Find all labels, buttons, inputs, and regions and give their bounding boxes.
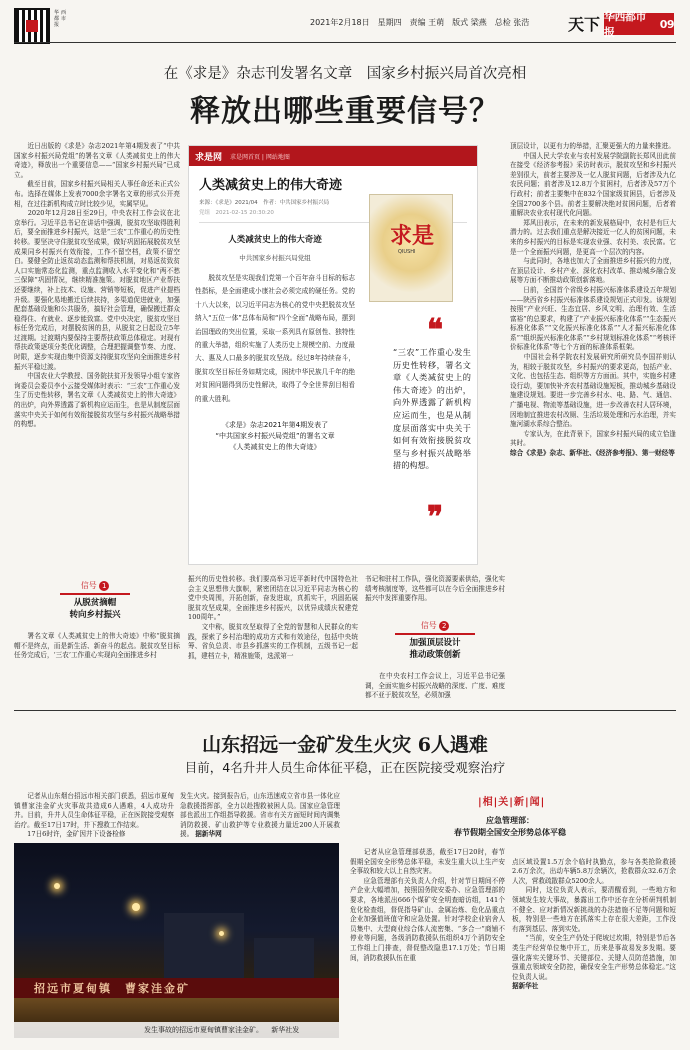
paragraph: 郑风田表示，在未来的新发展格局中，农村是有巨大潜力的。过去我们重点是解决接近一亿人的贫困问题，未来的乡村振兴的目标是实现农业强、农村美、农民富。它是一个全面振兴问题，是更高一个层次的内容。 <box>510 218 676 256</box>
paragraph: 专家认为，在此背景下，国家乡村振兴局的成立恰逢其时。 <box>510 429 676 448</box>
signal-divider <box>395 633 475 635</box>
paragraph: 振兴的历史性转移。我们要高举习近平新时代中国特色社会主义思想伟大旗帜，紧密团结在以习近平同志为核心的党中央周围，开拓创新，奋发进取，真抓实干，巩固拓展脱贫攻坚成果，全面推进乡村振兴，以优异成绩庆祝建党100周年。” 文中称，脱贫攻坚取得了全党的智慧和人民群众的实践，探索了乡村治理的成功方式和有效途径，包括中央统筹、省负总责、市县乡抓落实的工作机制，五级书记一起抓，建档立卡，精准施策，选派第一 <box>188 575 358 660</box>
paragraph: 近日出版的《求是》杂志2021年第4期发表了“中共国家乡村振兴局党组”的署名文章《人类减贫史上的伟大奇迹》，释放出一个重要信息——“国家乡村振兴局”已成立。 <box>14 142 180 179</box>
panel-caption: 《求是》杂志2021年第4期发表了 “中共国家乡村振兴局党组”的署名文章 《人类减贫史上的伟大奇迹》 <box>215 421 335 452</box>
site-tabs[interactable]: 求是网首页 | 网站地图 <box>230 153 290 161</box>
signal-divider <box>60 593 130 595</box>
paragraph: 顶层设计，以更有力的举措，汇聚更强大的力量来推进。 <box>510 142 675 150</box>
signal-1-label <box>40 580 150 591</box>
qr-code[interactable] <box>14 8 50 44</box>
signal-1-number: 1 <box>99 581 109 591</box>
related-title-block <box>350 815 670 839</box>
article2-source: 据新华网 <box>195 830 222 839</box>
signal-label-text: 信号 <box>420 621 437 630</box>
logo-text: 华西都市报 <box>604 10 646 39</box>
open-quote-icon: ❝ <box>427 313 444 348</box>
panel-meta: 来源：《求是》2021/04 作者：中共国家乡村振兴局 <box>199 200 330 206</box>
article2-column-2 <box>180 792 340 840</box>
site-name: 求是网 <box>195 152 223 163</box>
related-news-label: |相|关|新|闻| <box>478 797 546 808</box>
magazine-en: QIUSHI <box>398 249 416 255</box>
paragraph: 记者从应急管理部获悉，截至17日20时，春节假期全国安全形势总体平稳，未发生重大以上生产安全事故和较大以上自然灾害。 应急管理部有关负责人介绍，针对节日期间不停产企业大幅增加，按照国务院安委办、应急管理部的要求，各地派出666个煤矿安全明查暗访组，141个危化检查组，督促指导矿山、金属冶炼、危化品重点企业加强值班值守和应急处置。针对学校企业宿舍人员集中、大型商业综合体人流密集、“多合一”商铺不停业等问题，各级消防救援队伍组织4万个消防安全工作组上门排查，督促整改隐患17.1万处；节日期间，消防救援队伍在重 <box>350 848 505 962</box>
photo-caption-text: 发生事故的招远市夏甸镇曹家洼金矿。 <box>144 1026 263 1034</box>
newspaper-logo <box>604 10 674 39</box>
paragraph-text: 点区域设置1.5万余个临时执勤点，参与各类抢险救援2.6万余次，出动车辆5.8万余辆次，抢救群众32.6万余人次，营救疏散群众5200余人。 同时，这位负责人表示，要清醒看到，一些地方和领域发生较大事故，暴露出工作中还存在分析研判机制不健全、应对新情况新挑战的办法措施不足等问题和短板，特别是一些地方在抓落实上存在很大差距，工作没有落到基层、落到实处。 “当前，安全生产仍处于爬坡过坎期，特别是节后各类生产经营单位集中开工，历来是事故易发多发期。要强化落实关键环节、关键部位、关键人员防范措施，加强重点领域安全防控，确保安全生产形势总体稳定。”这位负责人说。 <box>512 857 676 981</box>
inner-author: 中共国家乡村振兴局党组 <box>239 254 311 262</box>
panel-title: 人类减贫史上的伟大奇迹 <box>199 178 343 193</box>
article1-column-3-bottom <box>365 672 505 704</box>
article2-column-1 <box>14 792 174 840</box>
inner-body: 脱贫攻坚是实现我们党第一个百年奋斗目标的标志性指标，是全面建成小康社会必须完成的硬任务。党的十八大以来，以习近平同志为核心的党中央把脱贫攻坚纳入“五位一体”总体布局和“四个全面”战略布局，摆到治国理政的突出位置，采取一系列具有原创性、独特性的重大举措，组织实施了人类历史上规模空前、力度最大、惠及人口最多的脱贫攻坚战。经过8年持续奋斗，脱贫攻坚目标任务如期完成，困扰中华民族几千年的绝对贫困问题得到历史性解决，取得了令全世界刮目相看的重大胜利。 <box>195 274 355 403</box>
paragraph: 日前，全国首个省级乡村振兴标准体系建设五年规划——陕西省乡村振兴标准体系建设规划正式印发。该规划按照“产业兴旺、生态宜居、乡风文明、治理有效、生活富裕”的总要求，构建了“产业振兴标准化体系”“生态振兴标准化体系”“文化振兴标准化体系”“人才振兴标准化体系”“组织振兴标准化体系”“乡村规划标准化体系”“考核评价标准化体系”等七个方面的标准体系框架。 <box>510 285 676 352</box>
paragraph: 中国农业大学教授、国务院扶贫开发领导小组专家咨询委员会委员李小云接受媒体时表示：“三农”工作重心发生了历史性转移，署名文章《人类减贫史上的伟大奇迹》的出炉，向外界透露了新机构应运而生，也是从制度层面落实中央关于如何有效衔接脱贫攻坚与乡村振兴战略举措的构想。 <box>14 372 180 429</box>
article-screenshot-panel <box>188 145 478 565</box>
inner-title: 人类减贫史上的伟大奇迹 <box>228 235 322 245</box>
signal-2-number: 2 <box>439 621 449 631</box>
paragraph: 2020年12月28日至29日，中央农村工作会议在北京举行。习近平总书记在讲话中强调，脱贫攻坚取得胜利后，要全面推进乡村振兴，这是“三农”工作重心的历史性转移。要坚决守住脱贫攻坚成果，做好巩固拓展脱贫攻坚成果同乡村振兴有效衔接，工作不留空档，政策不留空白。要健全防止返贫动态监测和帮扶机制，对易返贫致贫人口实施常态化监测，重点监测收入水平变化和“两不愁三保障”巩固情况，继续精准施策。对脱贫地区产业帮扶还要继续，补上技术、设施、营销等短板，促进产业提档升级。要强化易地搬迁后续扶持，多渠道促进就业，加强配套基础设施和公共服务，搞好社会管理，确保搬迁群众稳得住、有就业、逐步能致富。党中央决定，脱贫攻坚目标任务完成后，对摆脱贫困的县，从脱贫之日起设立5年过渡期。过渡期内要保持主要帮扶政策总体稳定。对现有帮扶政策逐项分类优化调整，合理把握调整节奏、力度、时限，逐步实现由集中资源支持脱贫攻坚向全面推进乡村振兴平稳过渡。 <box>14 209 180 371</box>
panel-meta: 党组 2021-02-15 20:30:20 <box>199 210 274 216</box>
signal-2-box <box>375 620 495 668</box>
related-title: 春节假期全国安全形势总体平稳 <box>454 828 566 837</box>
paragraph-text: 发生火灾。接到报告后，山东迅速成立省市县一体化应急救援指挥部，全力以赴搜救被困人员。国家应急管理部也派出工作组指导救援。省市有关方面短时间内调集消防救援、矿山救护等专业救援力量近200人开展救援。 <box>180 792 340 839</box>
article1-headline: 释放出哪些重要信号？ <box>190 94 500 129</box>
street-light <box>132 903 140 911</box>
paragraph: 在中央农村工作会议上，习近平总书记强调，全面实施乡村振兴战略的深度、广度、难度都不亚于脱贫攻坚，必须加强 <box>365 672 505 700</box>
article1-source: 综合《求是》杂志、新华社、《经济参考报》、第一财经等 <box>510 449 675 457</box>
magazine-cover <box>369 194 453 302</box>
article1-column-3 <box>365 575 505 615</box>
article2-headline: 山东招远一金矿发生火灾 6人遇难 <box>202 734 488 756</box>
signal-1-title: 从脱贫摘帽 转向乡村振兴 <box>69 598 121 620</box>
panel-inner-article <box>195 225 355 453</box>
date-line: 2021年2月18日 星期四 责编 王萌 版式 梁燕 总检 张浩 <box>310 18 530 27</box>
signal-label-text: 信号 <box>80 581 97 590</box>
paragraph: 书记和驻村工作队，强化资源要素供给，强化实绩考核制度等，这些都可以在今后全面推进乡村振兴中发挥重要作用。 <box>365 575 505 603</box>
article1-column-1 <box>14 142 180 572</box>
paragraph <box>180 792 340 840</box>
article1-column-2 <box>188 575 358 695</box>
related-column-1 <box>350 848 505 1038</box>
article1-column-4 <box>510 142 676 697</box>
paragraph: 中国人民大学农业与农村发展学院副院长郑风田此前在接受《经济参考报》采访时表示，脱贫攻坚和乡村振兴差别很大，前者主要涉及一亿人脱贫问题，后者涉及九亿农民问题；前者涉及12.8万个贫困村，后者涉及57万个行政村；前者主要集中在832个国家级贫困县，后者涉及全国2700多个县。前者主要解决绝对贫困问题，后者着重解决农业农村现代化问题。 <box>510 151 676 218</box>
paragraph: 与此同时，各地也加大了全面推进乡村振兴的力度，在顶层设计、乡村产业、深化农村改革、推动城乡融合发展等方面不断推动政策创新落地。 <box>510 257 676 285</box>
section-name: 天下 <box>568 15 601 34</box>
article1-kicker: 在《求是》杂志刊发署名文章 国家乡村振兴局首次亮相 <box>163 66 527 82</box>
header-rule <box>14 42 676 43</box>
signal-2-label <box>375 620 495 631</box>
related-org: 应急管理部： <box>486 816 534 825</box>
paragraph: 署名文章《人类减贫史上的伟大奇迹》中称“脱贫摘帽不是终点，而是新生活、新奋斗的起点。脱贫攻坚目标任务完成后，‘三农’工作重心实现向全面推进乡村 <box>14 632 180 660</box>
magazine-name: 求是 <box>390 223 435 249</box>
page-number: 09 <box>659 17 674 31</box>
paragraph: 中国社会科学院农村发展研究所研究员李国祥则认为，相较于脱贫攻坚，乡村振兴的要求更高，包括产业、文化、也包括生态、组织等方方面面。其中，实施乡村建设行动，要加快补齐农村基础设施短板，推动城乡基础设施建设规划。要进一步完善乡村水、电、路、气、通信、广播电视、物流等基础设施，进一步改善农村人居环境，因地制宜推进农村改厕、生活垃圾处理和污水治理，并实施河湖水系综合整治。 <box>510 353 676 429</box>
paragraph <box>512 848 676 992</box>
signal-1-box <box>40 580 150 628</box>
article1-column-1-bottom <box>14 632 180 702</box>
article-separator <box>14 710 676 711</box>
related-column-2 <box>512 848 676 1038</box>
mine-sign-text: 招远市夏甸镇 曹家洼金矿 <box>34 982 190 995</box>
street-light <box>54 883 60 889</box>
photo-credit: 新华社发 <box>271 1026 300 1034</box>
close-quote-icon: ❞ <box>427 500 444 535</box>
paragraph: 记者从山东烟台招远市相关部门获悉，招远市夏甸镇曹家洼金矿火灾事故共造成6人遇难，4人成功升井。目前，升井人员生命体征平稳，正在医院接受观察治疗。截至17日17时，井下搜救工作结束。 17日6时许，金矿因井下设备检修 <box>14 792 174 839</box>
street-light <box>219 931 224 936</box>
qr-label: 华西都市报 <box>54 10 66 28</box>
paragraph: 截至目前，国家乡村振兴局相关人事任命还未正式公布。选择在媒体上发表7000余字署名文章的形式公开亮相，在过往新机构成立时比较少见，实属罕见。 <box>14 180 180 208</box>
photo-caption <box>14 1022 339 1038</box>
site-header-bar <box>189 146 477 166</box>
signal-2-title: 加强顶层设计 推动政策创新 <box>409 638 461 660</box>
article2-subheadline: 目前，4名升井人员生命体征平稳，正在医院接受观察治疗 <box>184 760 506 775</box>
pull-quote: “三农”工作重心发生历史性转移，署名文章《人类减贫史上的伟大奇迹》的出炉，向外界透露了新机构应运而生，也是从制度层面落实中央关于如何有效衔接脱贫攻坚与乡村振兴战略举措的构想。 <box>393 347 471 471</box>
related-source: 据新华社 <box>512 982 539 991</box>
mine-photo <box>14 843 339 1038</box>
